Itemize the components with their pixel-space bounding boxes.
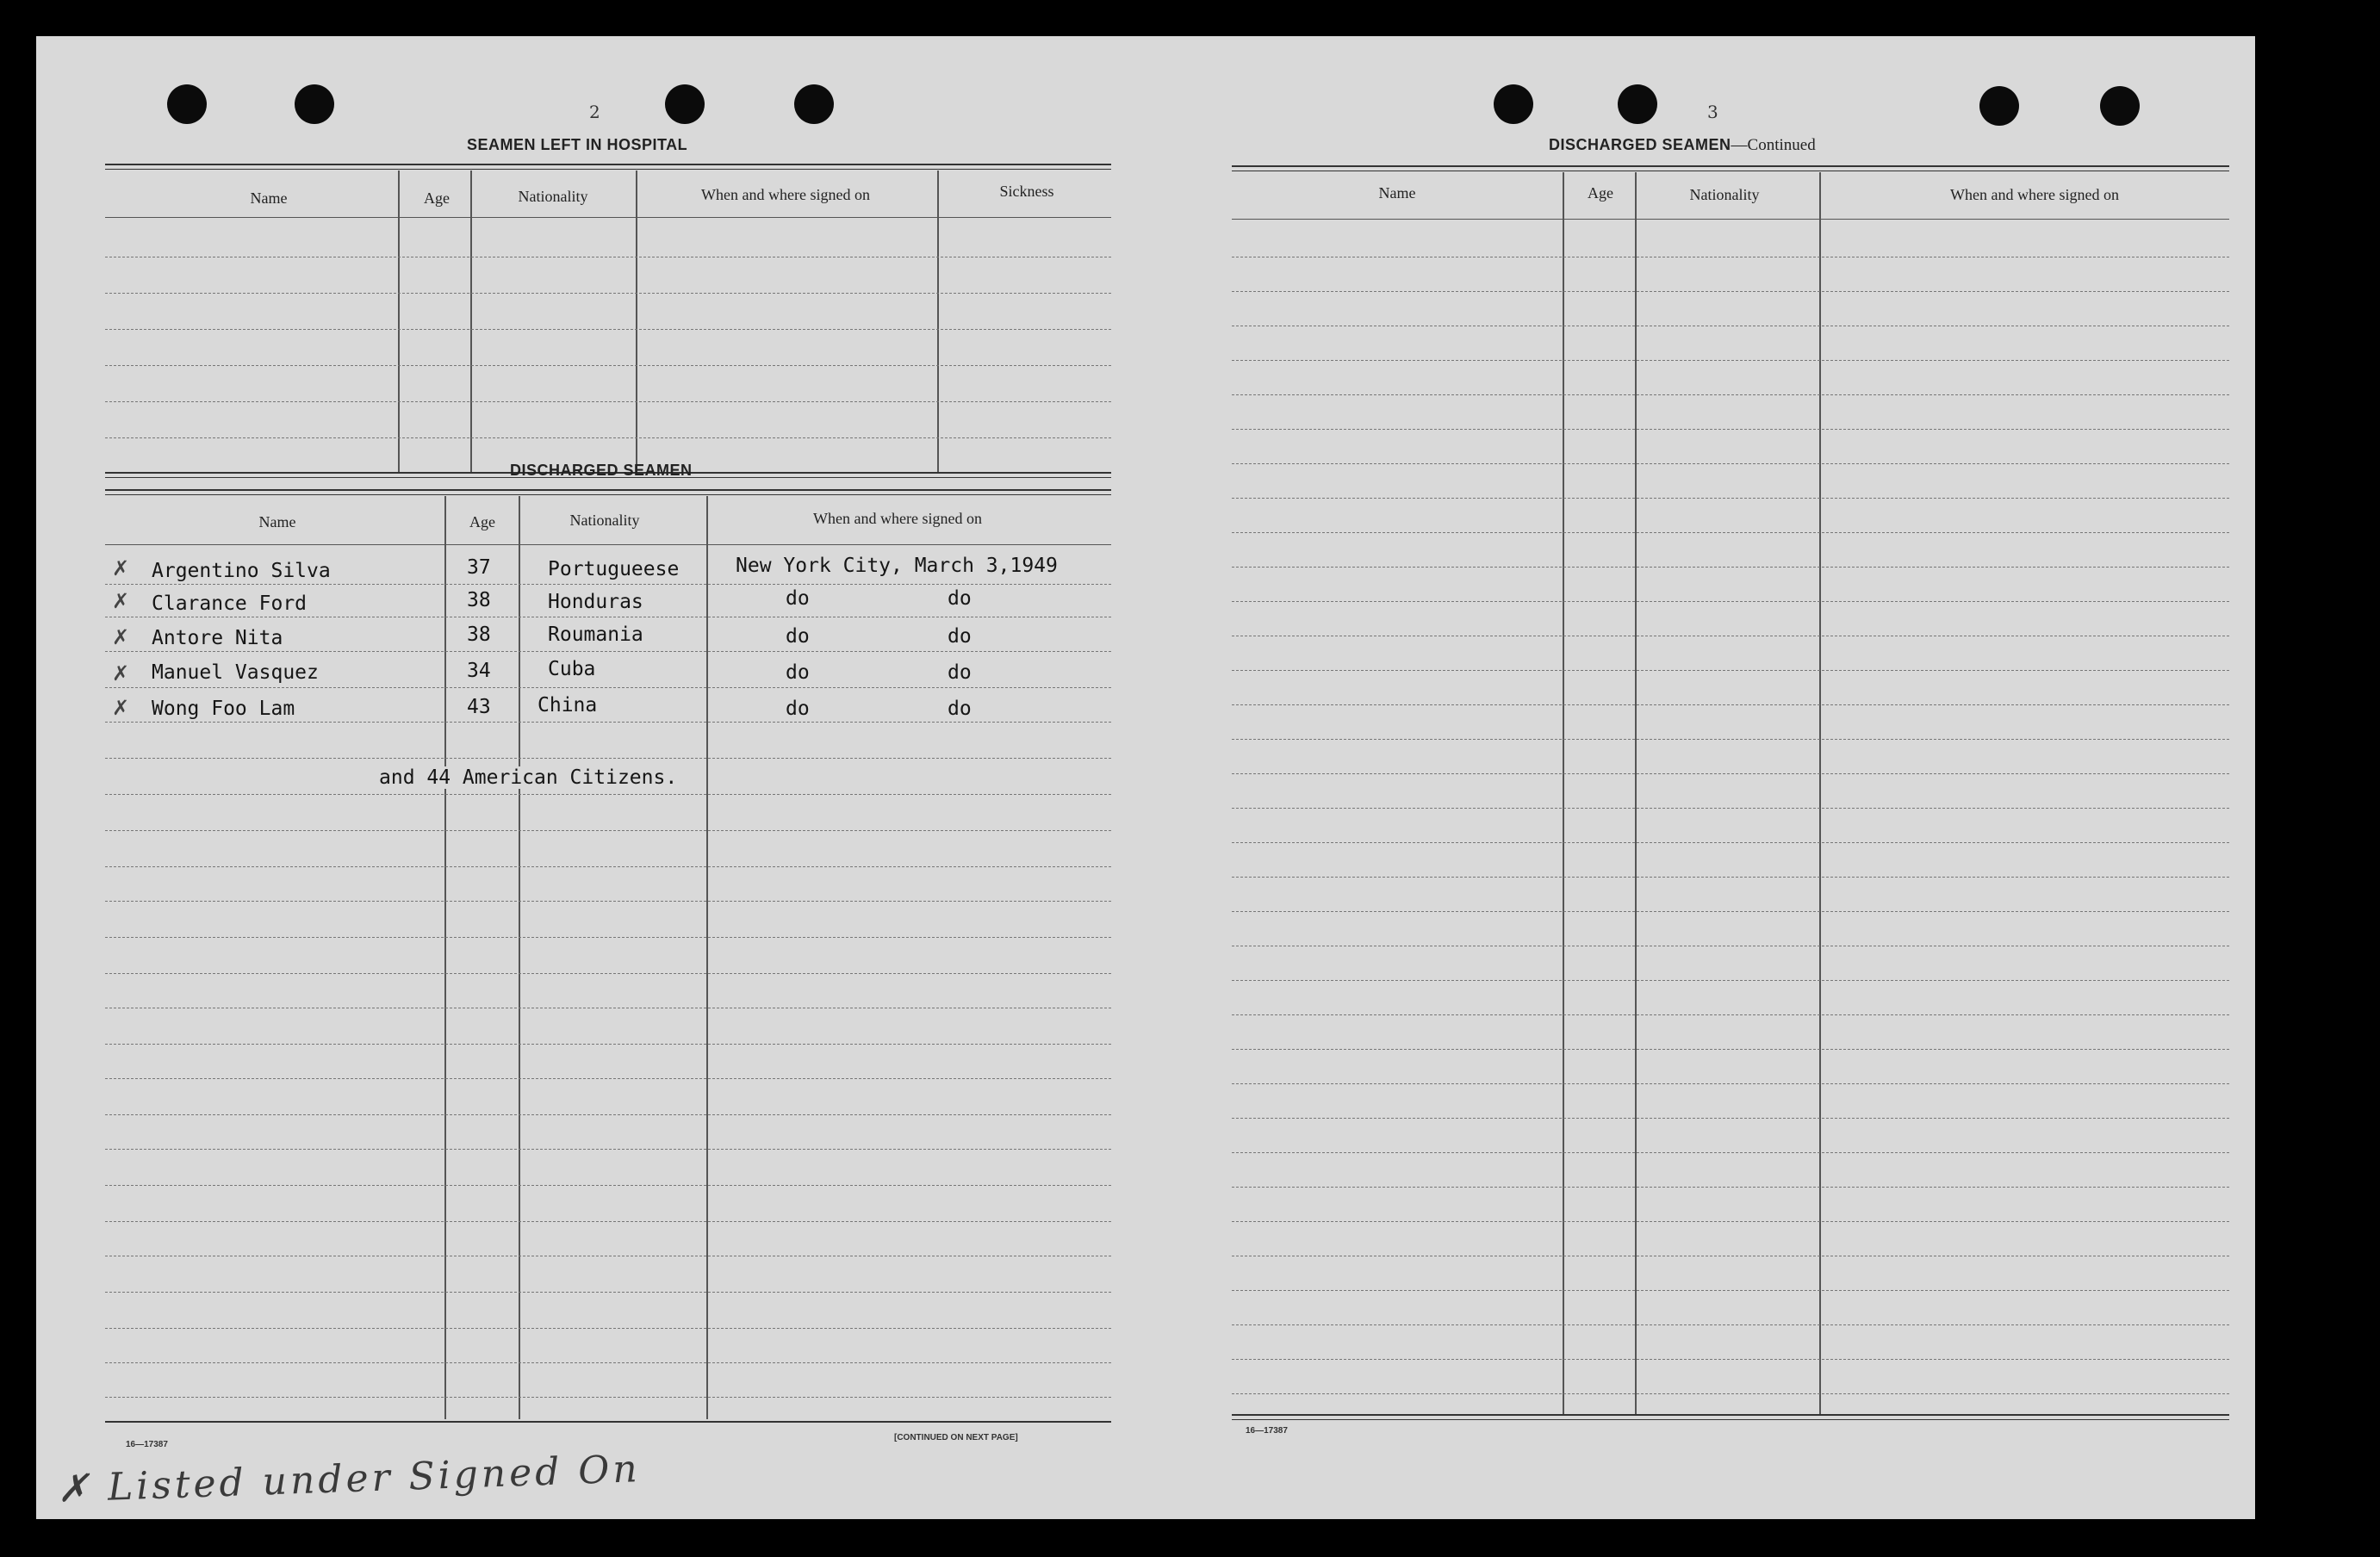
seaman-age: 38 — [467, 589, 491, 611]
hospital-header-signed-on: When and where signed on — [701, 186, 870, 203]
discharged-title-continued: —Continued — [1731, 136, 1816, 154]
hospital-header-sickness: Sickness — [999, 183, 1054, 200]
seaman-signed-place: do — [786, 698, 810, 720]
discharged-title-main: DISCHARGED SEAMEN — [1549, 136, 1731, 153]
page-number: 2 — [589, 102, 600, 122]
punch-hole-icon — [1979, 86, 2019, 126]
seaman-nationality: Portugueese — [548, 558, 680, 580]
seaman-name: Clarance Ford — [152, 592, 308, 615]
seaman-age: 37 — [467, 556, 491, 579]
continued-header-signed-on: When and where signed on — [1950, 186, 2119, 203]
check-mark-icon: ✗ — [112, 625, 130, 649]
punch-hole-icon — [1618, 84, 1657, 124]
discharged-header-nationality: Nationality — [569, 512, 640, 529]
american-citizens-note: and 44 American Citizens. — [376, 766, 680, 789]
seaman-name: Manuel Vasquez — [152, 661, 319, 684]
seaman-age: 38 — [467, 623, 491, 646]
seaman-signed-date: do — [948, 698, 972, 720]
seaman-signed-place: New York City, March 3,1949 — [736, 555, 1058, 577]
punch-hole-icon — [167, 84, 207, 124]
punch-hole-icon — [1494, 84, 1533, 124]
punch-hole-icon — [794, 84, 834, 124]
seaman-name: Antore Nita — [152, 627, 283, 649]
discharged-header-age: Age — [469, 513, 495, 530]
check-mark-icon: ✗ — [112, 556, 130, 580]
seaman-signed-date: do — [948, 625, 972, 648]
check-mark-icon: ✗ — [112, 661, 130, 685]
discharged-continued-title — [1549, 136, 1816, 155]
seaman-name: Argentino Silva — [152, 560, 331, 582]
seaman-nationality: Roumania — [548, 623, 643, 646]
hospital-header-name: Name — [250, 189, 288, 207]
document-sheet — [36, 36, 2255, 1519]
punch-hole-icon — [295, 84, 334, 124]
check-mark-icon: ✗ — [112, 589, 130, 613]
hospital-header-age: Age — [424, 189, 450, 207]
continued-note: [CONTINUED ON NEXT PAGE] — [894, 1433, 1018, 1442]
discharged-header-name: Name — [258, 513, 296, 530]
seaman-signed-place: do — [786, 587, 810, 610]
seaman-signed-place: do — [786, 625, 810, 648]
form-number: 16—17387 — [1246, 1426, 1288, 1436]
continued-header-name: Name — [1378, 184, 1416, 202]
seaman-age: 34 — [467, 660, 491, 682]
seaman-nationality: Honduras — [548, 591, 643, 613]
form-number: 16—17387 — [126, 1440, 168, 1449]
discharged-header-signed-on: When and where signed on — [813, 510, 982, 527]
seaman-age: 43 — [467, 696, 491, 718]
seaman-signed-date: do — [948, 661, 972, 684]
punch-hole-icon — [2100, 86, 2140, 126]
punch-hole-icon — [665, 84, 705, 124]
discharged-section-title: DISCHARGED SEAMEN — [510, 462, 693, 479]
hospital-section-title: SEAMEN LEFT IN HOSPITAL — [467, 136, 688, 153]
seaman-signed-place: do — [786, 661, 810, 684]
continued-header-nationality: Nationality — [1689, 186, 1760, 203]
seaman-signed-date: do — [948, 587, 972, 610]
hospital-header-nationality: Nationality — [518, 188, 588, 205]
handwritten-note: ✗ Listed under Signed On — [56, 1447, 642, 1511]
seaman-nationality: Cuba — [548, 658, 596, 680]
page-number: 3 — [1707, 102, 1718, 122]
seaman-nationality: China — [538, 694, 598, 716]
seaman-name: Wong Foo Lam — [152, 698, 295, 720]
check-mark-icon: ✗ — [112, 696, 130, 720]
continued-header-age: Age — [1588, 184, 1613, 202]
